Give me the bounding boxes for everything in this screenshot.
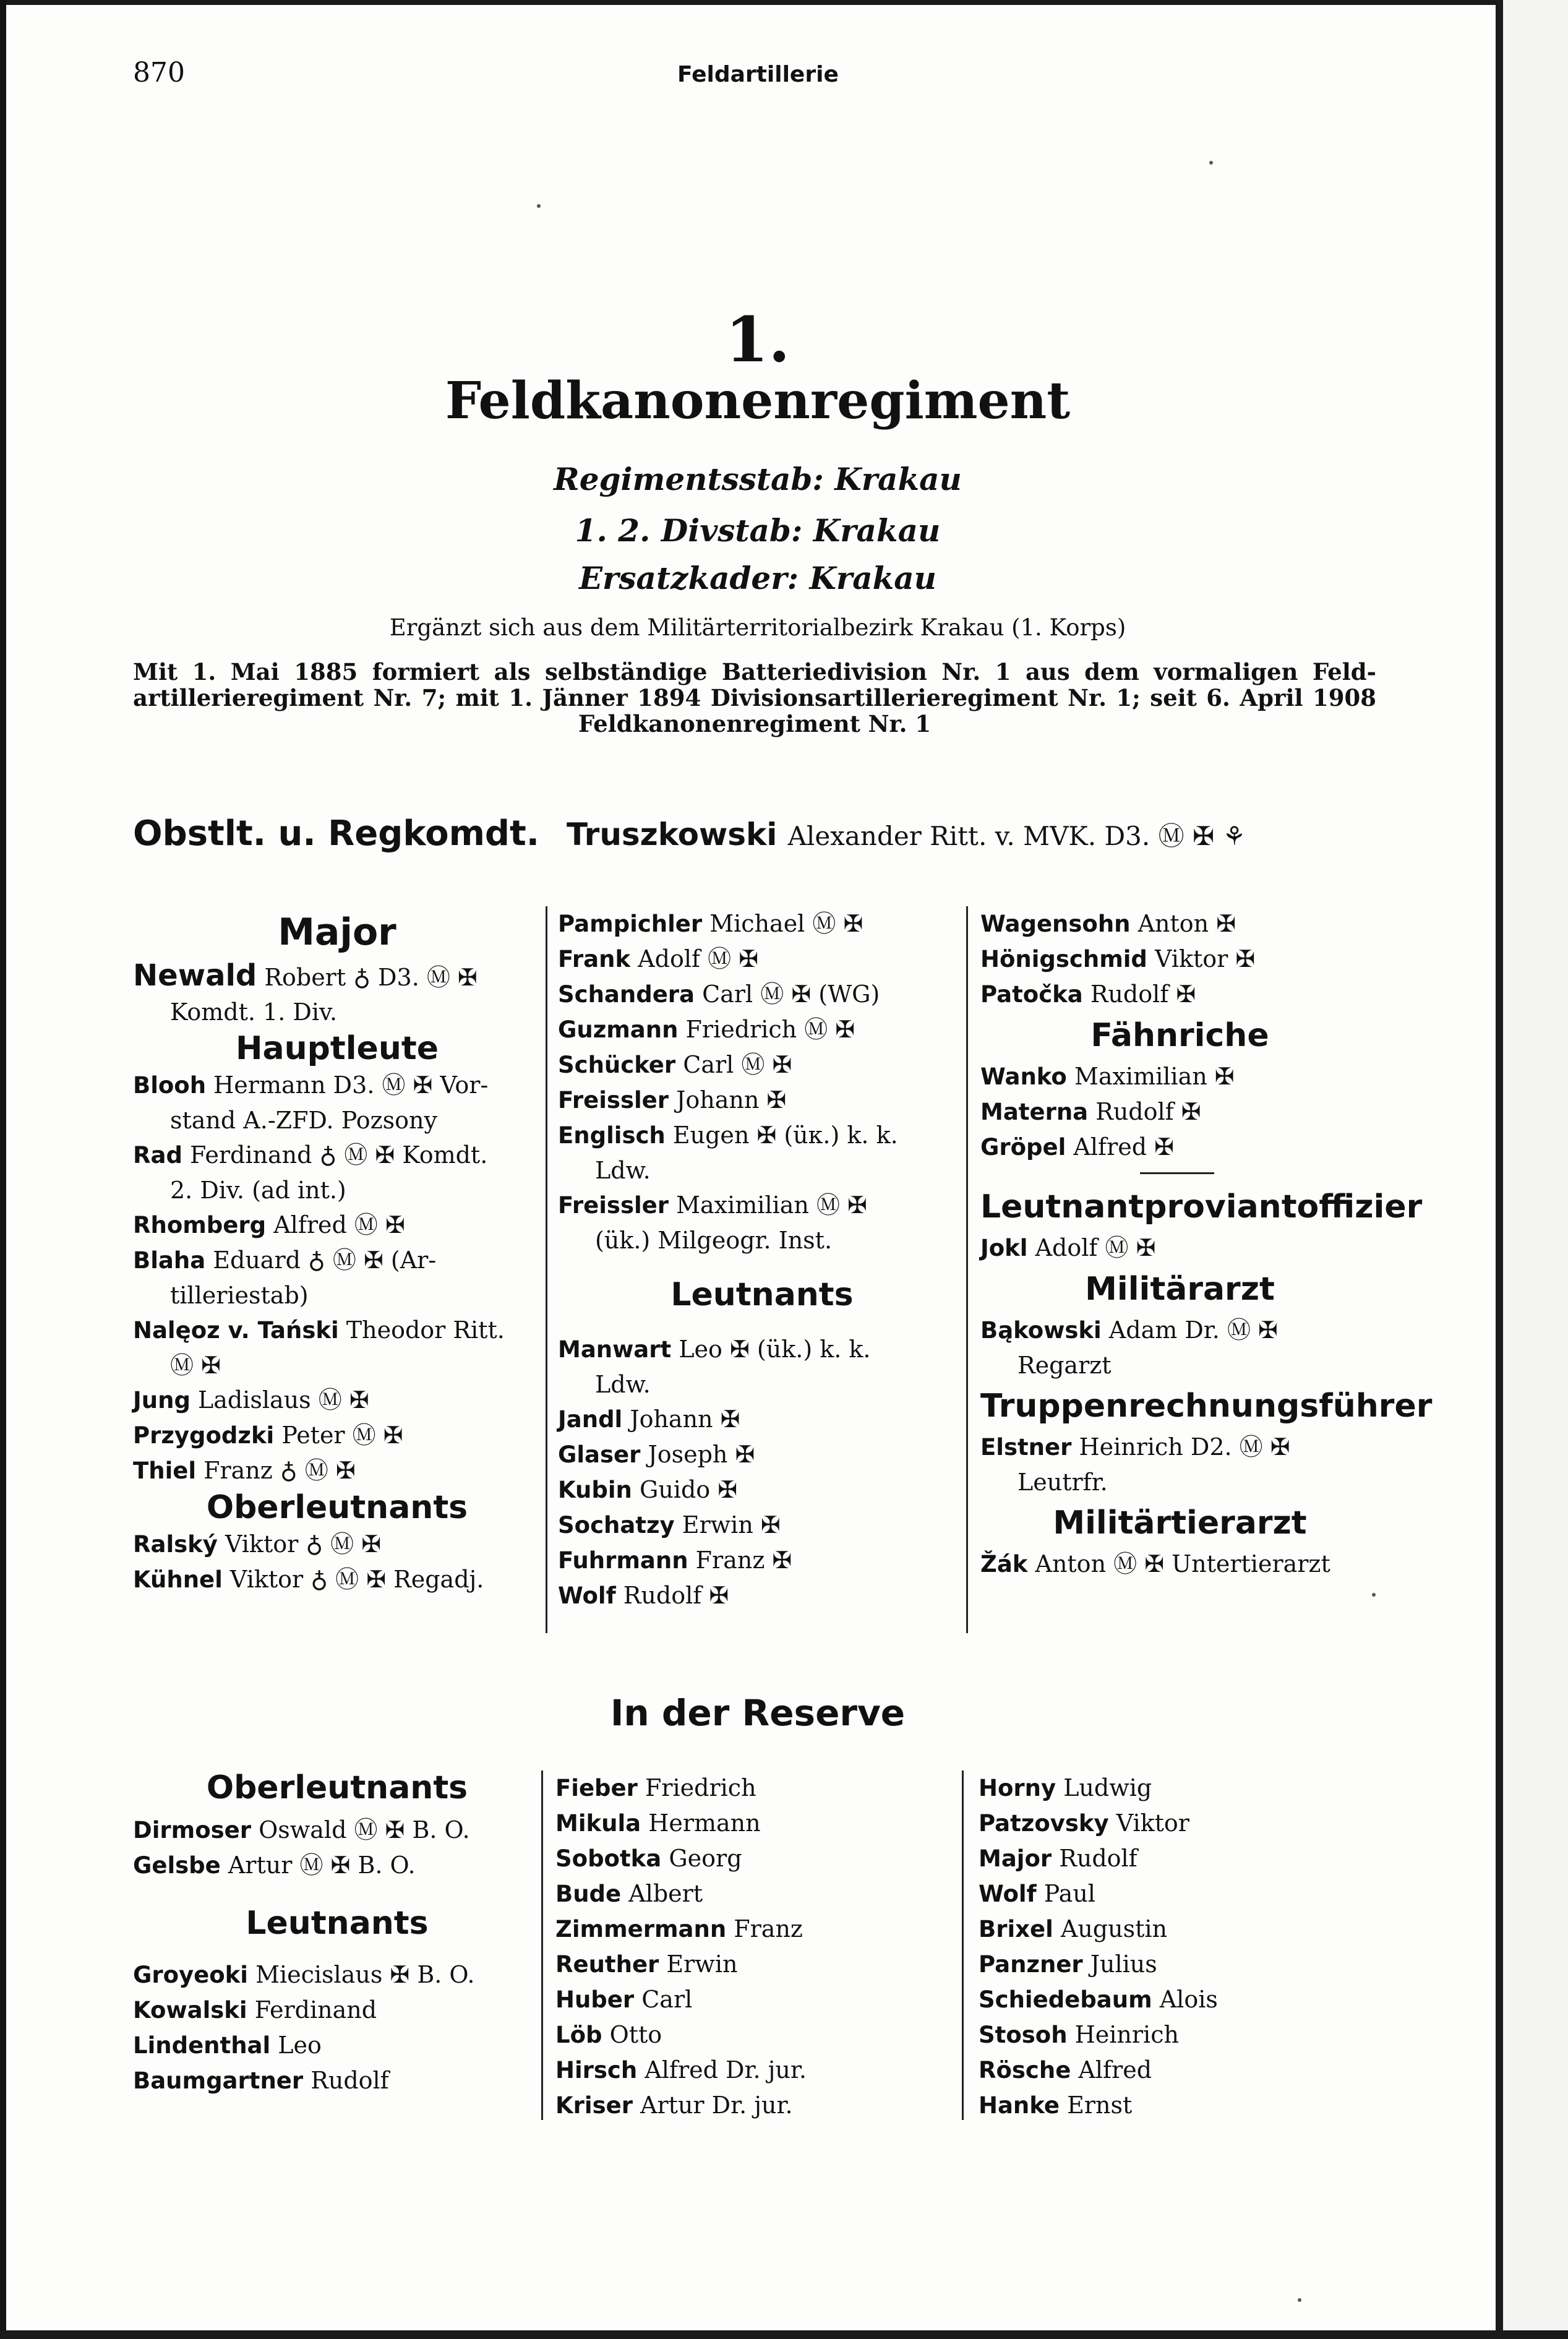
regiment-number: 1. bbox=[725, 303, 790, 376]
list-item bbox=[133, 958, 541, 995]
list-item bbox=[133, 2063, 541, 2098]
entry-details: Carl bbox=[641, 1986, 693, 2013]
list-item bbox=[979, 1806, 1377, 1841]
commander-rank: Obstlt. u. Regkomdt. bbox=[133, 813, 540, 854]
entry-details: 2. Div. (ad int.) bbox=[170, 1177, 346, 1204]
surname: Manwart bbox=[558, 1336, 672, 1363]
list-item bbox=[555, 1841, 964, 1876]
surname: Lindenthal bbox=[133, 2032, 271, 2059]
list-item bbox=[979, 1876, 1377, 1912]
entry-details: Alfred Ⓜ ✠ bbox=[273, 1211, 405, 1238]
list-item bbox=[133, 1348, 541, 1383]
list-item bbox=[555, 1770, 964, 1806]
surname: Bąkowski bbox=[980, 1317, 1102, 1344]
surname: Jandl bbox=[558, 1406, 623, 1433]
militaertierarzt-heading: Militärtierarzt bbox=[1053, 1504, 1307, 1542]
list-item bbox=[555, 1912, 964, 1947]
list-item bbox=[558, 1472, 966, 1508]
surname: Kowalski bbox=[133, 1997, 247, 2024]
list-item bbox=[980, 1059, 1379, 1094]
list-item bbox=[555, 2053, 964, 2088]
entry-details: Regarzt bbox=[1017, 1352, 1112, 1379]
print-speck bbox=[1209, 161, 1213, 165]
leutnants-heading: Leutnants bbox=[670, 1276, 854, 1313]
print-speck bbox=[1372, 1593, 1376, 1597]
commander-details: Alexander Ritt. v. MVK. D3. Ⓜ ✠ ⚘ bbox=[787, 821, 1246, 851]
surname: Frank bbox=[558, 946, 631, 972]
list-item bbox=[979, 1841, 1377, 1876]
column-divider bbox=[962, 1770, 964, 2120]
list-item bbox=[133, 1103, 541, 1138]
list-item bbox=[980, 1130, 1379, 1165]
list-item bbox=[980, 1465, 1379, 1500]
entry-details: Viktor bbox=[1116, 1809, 1189, 1837]
entry-details: Albert bbox=[628, 1880, 703, 1907]
list-item bbox=[980, 1547, 1379, 1582]
surname: Blooh bbox=[133, 1072, 207, 1099]
major-heading: Major bbox=[278, 911, 396, 954]
surname: Hirsch bbox=[555, 2057, 638, 2084]
surname: Zimmermann bbox=[555, 1916, 727, 1942]
entry-details: Erwin ✠ bbox=[682, 1511, 781, 1539]
entry-details: Hermann D3. Ⓜ ✠ Vor- bbox=[213, 1071, 489, 1099]
surname: Kubin bbox=[558, 1477, 632, 1503]
list-item bbox=[980, 1313, 1379, 1348]
list-item bbox=[558, 1332, 966, 1367]
entry-details: Rudolf bbox=[311, 2067, 389, 2094]
surname: Wanko bbox=[980, 1063, 1067, 1090]
list-item bbox=[558, 1402, 966, 1437]
entry-details: Heinrich D2. Ⓜ ✠ bbox=[1079, 1433, 1290, 1461]
entry-details: Komdt. 1. Div. bbox=[170, 998, 338, 1026]
entry-details: Alfred bbox=[1078, 2056, 1152, 2084]
list-item bbox=[555, 1876, 964, 1912]
page-number: 870 bbox=[133, 57, 185, 88]
surname: Dirmoser bbox=[133, 1817, 251, 1843]
entry-details: Erwin bbox=[666, 1951, 738, 1978]
history-line: Mit 1. Mai 1885 formiert als selbständige Batteriedivision Nr. 1 aus dem vormaligen Feld- bbox=[133, 658, 1376, 685]
list-item bbox=[133, 1243, 541, 1278]
list-item bbox=[558, 1508, 966, 1543]
entry-details: Maximilian ✠ bbox=[1074, 1063, 1235, 1090]
entry-details: Johann ✠ bbox=[676, 1086, 787, 1114]
list-item bbox=[555, 1982, 964, 2017]
entry-details: Ldw. bbox=[595, 1157, 651, 1184]
entry-details: Rudolf ✠ bbox=[1090, 981, 1196, 1008]
scan-border-right bbox=[1496, 0, 1503, 2339]
surname: Groyeoki bbox=[133, 1962, 248, 1988]
entry-details: Artur Ⓜ ✠ B. O. bbox=[228, 1852, 416, 1879]
militaerarzt-heading: Militärarzt bbox=[1085, 1271, 1275, 1308]
surname: Wolf bbox=[979, 1881, 1037, 1907]
surname: Kriser bbox=[555, 2092, 633, 2119]
surname: Guzmann bbox=[558, 1016, 679, 1043]
proviantoffizier-heading: Leutnantproviantoffizier bbox=[980, 1188, 1423, 1225]
divstab-line: 1. 2. Divstab: Krakau bbox=[575, 512, 941, 549]
list-item bbox=[558, 1047, 966, 1083]
regimentsstab-line: Regimentsstab: Krakau bbox=[554, 461, 962, 497]
reserve-column-1 bbox=[133, 1763, 541, 2098]
list-item bbox=[979, 2053, 1377, 2088]
surname: Löb bbox=[555, 2022, 602, 2048]
surname: Schandera bbox=[558, 981, 695, 1008]
list-item bbox=[133, 1138, 541, 1173]
surname: Pampichler bbox=[558, 911, 703, 937]
entry-details: Joseph ✠ bbox=[648, 1441, 755, 1468]
entry-details: Miecislaus ✠ B. O. bbox=[255, 1961, 475, 1988]
column-3 bbox=[980, 906, 1433, 1582]
entry-details: Viktor ♁ Ⓜ ✠ bbox=[225, 1530, 382, 1558]
list-item bbox=[133, 1173, 541, 1208]
list-item bbox=[558, 1367, 966, 1402]
list-item bbox=[558, 1083, 966, 1118]
entry-details: Viktor ✠ bbox=[1155, 945, 1256, 972]
oberleutnants-heading: Oberleutnants bbox=[206, 1489, 468, 1526]
entry-details: Franz bbox=[734, 1915, 803, 1942]
surname: Thiel bbox=[133, 1457, 197, 1484]
list-item bbox=[133, 1278, 541, 1313]
entry-details: Ldw. bbox=[595, 1371, 651, 1398]
list-item bbox=[133, 1453, 541, 1488]
entry-details: Friedrich bbox=[645, 1774, 756, 1801]
entry-details: Friedrich Ⓜ ✠ bbox=[685, 1016, 855, 1043]
surname: Nalęoz v. Tański bbox=[133, 1317, 339, 1344]
surname: Ralský bbox=[133, 1531, 218, 1558]
rechnungsfuehrer-heading: Truppenrechnungsführer bbox=[980, 1388, 1433, 1425]
list-item bbox=[558, 942, 966, 977]
surname: Gelsbe bbox=[133, 1852, 221, 1879]
adjacent-page-strip bbox=[1503, 0, 1568, 2339]
entry-details: Hermann bbox=[648, 1809, 761, 1837]
entry-details: Leo ✠ (ük.) k. k. bbox=[679, 1336, 871, 1363]
entry-details: Eduard ♁ Ⓜ ✠ (Ar- bbox=[213, 1247, 437, 1274]
surname: Schiedebaum bbox=[979, 1986, 1152, 2013]
entry-details: Georg bbox=[669, 1845, 742, 1872]
list-item bbox=[979, 2088, 1377, 2123]
list-item bbox=[558, 1153, 966, 1188]
entry-details: Carl Ⓜ ✠ bbox=[683, 1051, 792, 1078]
surname: Sochatzy bbox=[558, 1512, 675, 1539]
surname: Przygodzki bbox=[133, 1422, 275, 1449]
scan-border-left bbox=[0, 0, 6, 2339]
list-item bbox=[133, 1527, 541, 1562]
surname: Elstner bbox=[980, 1434, 1072, 1461]
surname: Materna bbox=[980, 1099, 1089, 1125]
surname: Wolf bbox=[558, 1582, 616, 1609]
surname: Glaser bbox=[558, 1441, 641, 1468]
list-item bbox=[558, 906, 966, 942]
entry-details: Adolf Ⓜ ✠ bbox=[638, 945, 759, 972]
commander-line bbox=[133, 813, 1246, 854]
list-item bbox=[555, 1947, 964, 1982]
list-item bbox=[979, 2017, 1377, 2053]
surname: Patočka bbox=[980, 981, 1083, 1008]
surname: Gröpel bbox=[980, 1134, 1066, 1161]
entry-details: Guido ✠ bbox=[639, 1476, 738, 1503]
list-item bbox=[558, 1012, 966, 1047]
list-item bbox=[555, 2017, 964, 2053]
entry-details: Ludwig bbox=[1063, 1774, 1152, 1801]
list-item bbox=[980, 977, 1379, 1012]
entry-details: Paul bbox=[1043, 1880, 1095, 1907]
reserve-leutnants-heading: Leutnants bbox=[246, 1905, 429, 1942]
surname: Rösche bbox=[979, 2057, 1071, 2084]
surname: Major bbox=[979, 1845, 1052, 1872]
list-item bbox=[558, 977, 966, 1012]
column-divider bbox=[546, 906, 547, 1633]
surname: Bude bbox=[555, 1881, 622, 1907]
list-item bbox=[133, 1068, 541, 1103]
list-item bbox=[558, 1223, 966, 1258]
entry-details: Michael Ⓜ ✠ bbox=[709, 910, 863, 937]
entry-details: Franz ✠ bbox=[695, 1547, 792, 1574]
surname: Hönigschmid bbox=[980, 946, 1147, 972]
list-item bbox=[980, 942, 1379, 977]
entry-details: Leo bbox=[278, 2032, 322, 2059]
list-item bbox=[980, 1094, 1379, 1130]
surname: Jokl bbox=[980, 1235, 1028, 1261]
entry-details: Leutrfr. bbox=[1017, 1469, 1108, 1496]
entry-details: Artur Dr. jur. bbox=[640, 2092, 793, 2119]
column-divider bbox=[966, 906, 968, 1633]
column-divider bbox=[541, 1770, 543, 2120]
entry-details: (ük.) Milgeogr. Inst. bbox=[595, 1227, 833, 1254]
surname: Kühnel bbox=[133, 1566, 223, 1593]
entry-details: Anton ✠ bbox=[1137, 910, 1236, 937]
surname: Fuhrmann bbox=[558, 1547, 688, 1574]
list-item bbox=[558, 1578, 966, 1613]
entry-details: Viktor ♁ Ⓜ ✠ Regadj. bbox=[229, 1566, 484, 1593]
section-rule-spacer bbox=[980, 1165, 1379, 1183]
surname: Jung bbox=[133, 1387, 191, 1414]
surname: Stosoh bbox=[979, 2022, 1068, 2048]
surname: Schücker bbox=[558, 1052, 676, 1078]
entry-details: Ernst bbox=[1067, 2092, 1133, 2119]
list-item bbox=[980, 1430, 1379, 1465]
list-item bbox=[133, 1208, 541, 1243]
entry-details: Rudolf ✠ bbox=[623, 1582, 729, 1609]
list-item bbox=[979, 1912, 1377, 1947]
list-item bbox=[133, 1383, 541, 1418]
entry-details: Anton Ⓜ ✠ Untertierarzt bbox=[1035, 1550, 1330, 1577]
ersatzkader-line: Ersatzkader: Krakau bbox=[578, 560, 937, 596]
entry-details: Otto bbox=[609, 2021, 662, 2048]
list-item bbox=[133, 995, 541, 1029]
surname: Hanke bbox=[979, 2092, 1060, 2119]
list-item bbox=[133, 1313, 541, 1348]
entry-details: Theodor Ritt. bbox=[346, 1316, 505, 1344]
entry-details: Peter Ⓜ ✠ bbox=[281, 1422, 403, 1449]
history-paragraph bbox=[133, 659, 1376, 737]
surname: Patzovsky bbox=[979, 1810, 1109, 1837]
list-item bbox=[133, 1813, 541, 1848]
entry-details: Ferdinand ♁ Ⓜ ✠ Komdt. bbox=[190, 1141, 488, 1169]
running-title: Feldartillerie bbox=[677, 62, 839, 87]
entry-details: Julius bbox=[1090, 1951, 1157, 1978]
surname: Baumgartner bbox=[133, 2067, 304, 2094]
surname: Panzner bbox=[979, 1951, 1083, 1978]
reserve-column-2 bbox=[555, 1770, 964, 2123]
list-item bbox=[979, 1982, 1377, 2017]
scan-border-top bbox=[0, 0, 1568, 5]
section-rule bbox=[1140, 1172, 1214, 1174]
entry-details: Alois bbox=[1159, 1986, 1218, 2013]
entry-details: Rudolf bbox=[1059, 1845, 1137, 1872]
surname: Brixel bbox=[979, 1916, 1053, 1942]
surname: Wagensohn bbox=[980, 911, 1131, 937]
surname: Žák bbox=[980, 1551, 1028, 1577]
list-item bbox=[558, 1188, 966, 1223]
entry-details: Rudolf ✠ bbox=[1095, 1098, 1201, 1125]
reserve-heading: In der Reserve bbox=[610, 1692, 906, 1734]
surname: Fieber bbox=[555, 1775, 638, 1801]
list-item bbox=[133, 1562, 541, 1597]
surname: Blaha bbox=[133, 1247, 206, 1274]
print-speck bbox=[537, 204, 541, 208]
hauptleute-heading: Hauptleute bbox=[236, 1030, 439, 1067]
reserve-column-3 bbox=[979, 1770, 1377, 2123]
list-item bbox=[133, 1957, 541, 1993]
entry-details: tilleriestab) bbox=[170, 1282, 309, 1309]
entry-details: Ⓜ ✠ bbox=[170, 1352, 221, 1379]
entry-details: Johann ✠ bbox=[630, 1406, 740, 1433]
entry-details: Franz ♁ Ⓜ ✠ bbox=[203, 1457, 356, 1484]
entry-details: Adam Dr. Ⓜ ✠ bbox=[1108, 1316, 1278, 1344]
list-item bbox=[558, 1437, 966, 1472]
surname: Freissler bbox=[558, 1192, 669, 1219]
faehnriche-heading: Fähnriche bbox=[1090, 1017, 1269, 1054]
list-item bbox=[133, 1848, 541, 1883]
entry-details: Augustin bbox=[1060, 1915, 1167, 1942]
surname: Horny bbox=[979, 1775, 1056, 1801]
surname: Sobotka bbox=[555, 1845, 662, 1872]
list-item bbox=[980, 1348, 1379, 1383]
list-item bbox=[980, 1230, 1379, 1266]
entry-details: stand A.-ZFD. Pozsony bbox=[170, 1107, 437, 1134]
ergaenzt-line: Ergänzt sich aus dem Militärterritorialbezirk Krakau (1. Korps) bbox=[389, 614, 1126, 641]
surname: Rhomberg bbox=[133, 1212, 267, 1238]
entry-details: Eugen ✠ (üк.) k. k. bbox=[672, 1122, 898, 1149]
surname: Huber bbox=[555, 1986, 635, 2013]
surname: Freissler bbox=[558, 1087, 669, 1114]
column-2 bbox=[558, 906, 966, 1613]
print-speck bbox=[1298, 2298, 1301, 2302]
entry-details: Robert ♁ D3. Ⓜ ✠ bbox=[264, 964, 478, 991]
entry-details: Ladislaus Ⓜ ✠ bbox=[198, 1386, 369, 1414]
surname: Rad bbox=[133, 1142, 182, 1169]
surname: Englisch bbox=[558, 1122, 666, 1149]
surname: Newald bbox=[133, 958, 257, 993]
column-1 bbox=[133, 906, 541, 1597]
entry-details: Adolf Ⓜ ✠ bbox=[1035, 1234, 1156, 1261]
entry-details: Oswald Ⓜ ✠ B. O. bbox=[259, 1816, 470, 1843]
reserve-oberleutnants-heading: Oberleutnants bbox=[206, 1769, 468, 1806]
commander-surname: Truszkowski bbox=[567, 817, 778, 852]
entry-details: Heinrich bbox=[1074, 2021, 1179, 2048]
entry-details: Carl Ⓜ ✠ (WG) bbox=[702, 981, 880, 1008]
history-line: Feldkanonenregiment Nr. 1 bbox=[578, 710, 932, 737]
list-item bbox=[979, 1947, 1377, 1982]
list-item bbox=[133, 2028, 541, 2063]
list-item bbox=[558, 1543, 966, 1578]
entry-details: Alfred ✠ bbox=[1073, 1133, 1174, 1161]
list-item bbox=[555, 2088, 964, 2123]
entry-details: Maximilian Ⓜ ✠ bbox=[676, 1191, 867, 1219]
list-item bbox=[555, 1806, 964, 1841]
list-item bbox=[558, 1118, 966, 1153]
list-item bbox=[133, 1418, 541, 1453]
surname: Mikula bbox=[555, 1810, 641, 1837]
regiment-title: Feldkanonenregiment bbox=[445, 371, 1071, 431]
surname: Reuther bbox=[555, 1951, 659, 1978]
history-line: artillerieregiment Nr. 7; mit 1. Jänner 1894 Divisionsartillerieregiment Nr. 1; seit 6. April 1908 bbox=[133, 684, 1376, 711]
entry-details: Alfred Dr. jur. bbox=[645, 2056, 807, 2084]
list-item bbox=[980, 906, 1379, 942]
scan-border-bottom bbox=[0, 2330, 1568, 2339]
entry-details: Ferdinand bbox=[254, 1996, 377, 2024]
list-item bbox=[133, 1993, 541, 2028]
list-item bbox=[979, 1770, 1377, 1806]
